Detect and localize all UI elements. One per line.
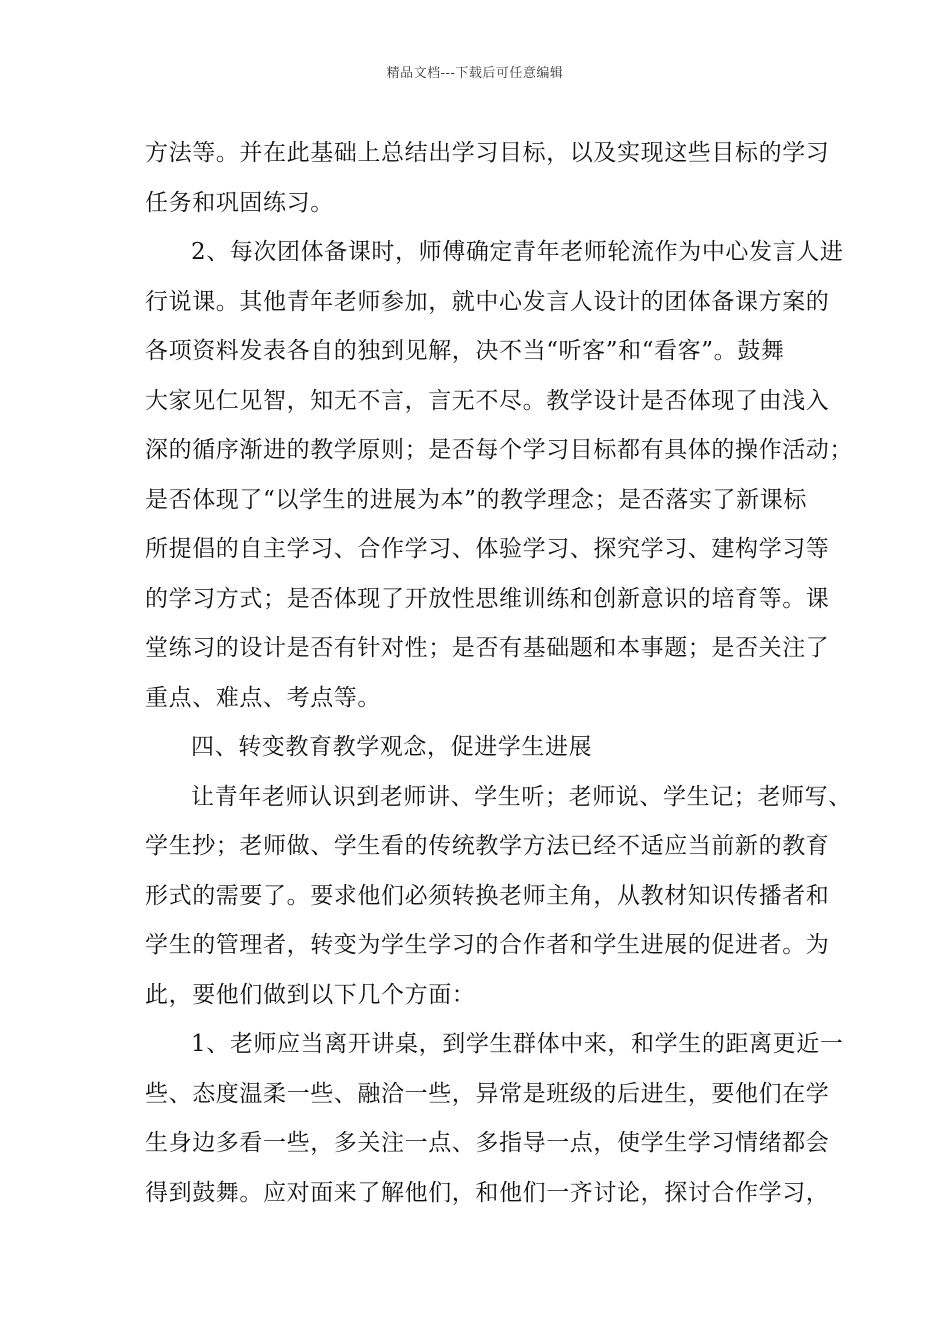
paragraph-start-line: 2、每次团体备课时，师傅确定青年老师轮流作为中心发言人进	[191, 239, 844, 265]
text-line: 此，要他们做到以下几个方面：	[145, 981, 476, 1008]
text-line: 学生的管理者，转变为学生学习的合作者和学生进展的促进者。为	[145, 932, 830, 958]
text-line: 所提倡的自主学习、合作学习、体验学习、探究学习、建构学习等	[145, 536, 830, 562]
text-line: 重点、难点、考点等。	[145, 684, 381, 711]
text-line: 得到鼓舞。应对面来了解他们，和他们一齐讨论，探讨合作学习，	[145, 1179, 830, 1206]
text-line: 大家见仁见智，知无不言，言无不尽。教学设计是否体现了由浅入	[145, 387, 830, 414]
text-line: 任务和巩固练习。	[145, 189, 334, 216]
text-line: 是否体现了“以学生的进展为本”的教学理念；是否落实了新课标	[145, 486, 807, 513]
text-line: 各项资料发表各自的独到见解，决不当“听客”和“看客”。鼓舞	[145, 338, 785, 364]
text-line: 行说课。其他青年老师参加，就中心发言人设计的团体备课方案的	[145, 288, 830, 315]
text-line: 生身边多看一些，多关注一点、多指导一点，使学生学习情绪都会	[145, 1130, 830, 1156]
paragraph-start-line: 让青年老师认识到老师讲、学生听；老师说、学生记；老师写、	[191, 783, 852, 810]
text-line: 方法等。并在此基础上总结出学习目标，以及实现这些目标的学习	[145, 140, 830, 166]
text-line: 的学习方式；是否体现了开放性思维训练和创新意识的培育等。课	[145, 585, 830, 612]
document-body	[145, 129, 853, 1218]
text-line: 学生抄；老师做、学生看的传统教学方法已经不适应当前新的教育	[145, 833, 830, 859]
section-heading: 四、转变教育教学观念，促进学生进展	[191, 734, 593, 760]
text-line: 深的循序渐进的教学原则；是否每个学习目标都有具体的操作活动；	[145, 437, 853, 463]
text-line: 堂练习的设计是否有针对性；是否有基础题和本事题；是否关注了	[145, 635, 830, 661]
paragraph-start-line: 1、老师应当离开讲桌，到学生群体中来，和学生的距离更近一	[191, 1031, 844, 1057]
text-line: 形式的需要了。要求他们必须转换老师主角，从教材知识传播者和	[145, 882, 830, 909]
page-header: 精品文档---下载后可任意编辑	[386, 66, 564, 81]
text-line: 些、态度温柔一些、融洽一些，异常是班级的后进生，要他们在学	[145, 1080, 830, 1107]
